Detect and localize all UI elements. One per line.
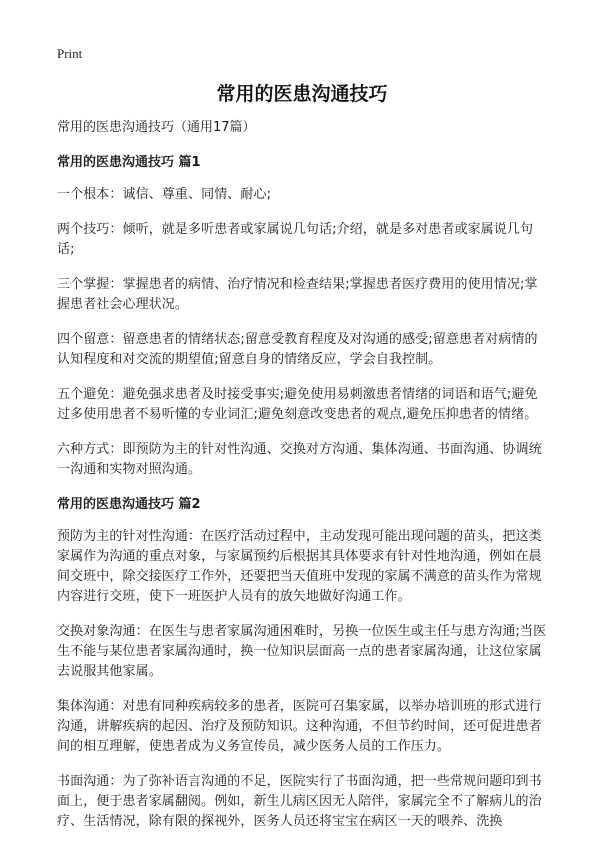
print-link[interactable]: Print (57, 46, 83, 61)
paragraph: 预防为主的针对性沟通：在医疗活动过程中，主动发现可能出现问题的苗头，把这类家属作为沟通的重点对象，与家属预约后根据其具体要求有针对性地沟通，例如在晨间交班中，除交接医疗工作外，还要把当天值班中发现的家属不满意的苗头作为常规内容进行交班，使下一班医护人员有的放矢地做好沟通工作。 (57, 529, 542, 604)
document-body (57, 118, 547, 847)
paragraph: 一个根本：诚信、尊重、同情、耐心; (57, 187, 272, 202)
section-heading: 常用的医患沟通技巧 篇2 (57, 497, 201, 512)
paragraph: 书面沟通：为了弥补语言沟通的不足，医院实行了书面沟通，把一些常规问题印到书面上，便于患者家属翻阅。例如，新生儿病区因无人陪伴，家属完全不了解病儿的治疗、生活情况，除有限的探视外，医务人员还将宝宝在病区一天的喂养、洗换 (57, 774, 542, 829)
paragraph: 四个留意：留意患者的情绪状态;留意受教育程度及对沟通的感受;留意患者对病情的认知程度和对交流的期望值;留意自身的情绪反应，学会自我控制。 (57, 332, 538, 367)
paragraph: 五个避免：避免强求患者及时接受事实;避免使用易刺激患者情绪的词语和语气;避免过多使用患者不易听懂的专业词汇;避免刻意改变患者的观点,避免压抑患者的情绪。 (57, 387, 538, 422)
section-2 (57, 495, 547, 832)
document-subtitle: 常用的医患沟通技巧（通用17篇） (57, 120, 256, 135)
page-title: 常用的医患沟通技巧 (216, 83, 388, 105)
paragraph: 集体沟通：对患有同种疾病较多的患者，医院可召集家属，以举办培训班的形式进行沟通，讲解疾病的起因、治疗及预防知识。这种沟通，不但节约时间，还可促进患者间的相互理解，使患者成为义务宣传员，减少医务人员的工作压力。 (57, 699, 542, 754)
section-1 (57, 153, 547, 480)
paragraph: 交换对象沟通：在医生与患者家属沟通困难时，另换一位医生或主任与患方沟通;当医生不能与某位患者家属沟通时，换一位知识层面高一点的患者家属沟通，让这位家属去说服其他家属。 (57, 624, 547, 679)
paragraph: 三个掌握：掌握患者的病情、治疗情况和检查结果;掌握患者医疗费用的使用情况;掌握患者社会心理状况。 (57, 277, 538, 312)
paragraph: 两个技巧：倾听，就是多听患者或家属说几句话;介绍，就是多对患者或家属说几句话; (57, 222, 534, 257)
paragraph: 六种方式：即预防为主的针对性沟通、交换对方沟通、集体沟通、书面沟通、协调统一沟通和实物对照沟通。 (57, 442, 542, 477)
section-heading: 常用的医患沟通技巧 篇1 (57, 155, 201, 170)
